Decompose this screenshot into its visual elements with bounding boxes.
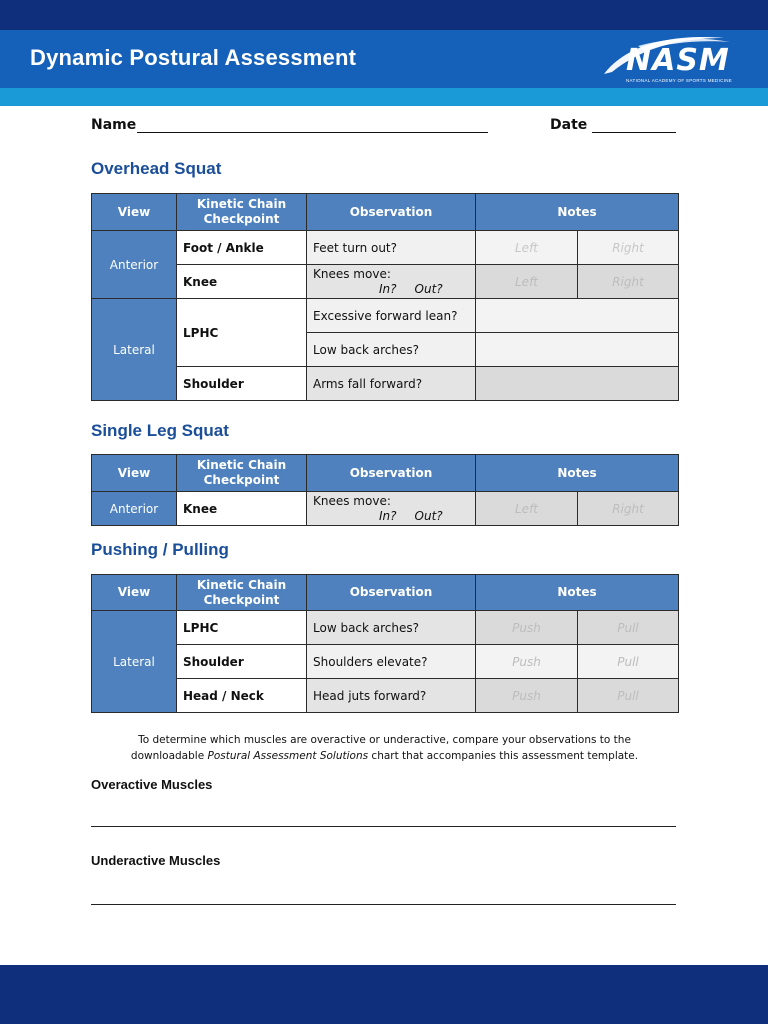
obs-in: In? xyxy=(379,281,397,296)
logo-tagline: NATIONAL ACADEMY OF SPORTS MEDICINE xyxy=(626,78,733,83)
page-title: Dynamic Postural Assessment xyxy=(30,45,357,70)
note-pull[interactable]: Pull xyxy=(578,611,679,645)
col-checkpoint-line1: Kinetic Chain xyxy=(196,197,287,211)
footer-bar xyxy=(0,965,768,1024)
obs-low-back-arches: Low back arches? xyxy=(307,611,476,645)
note-left[interactable]: Left xyxy=(476,265,578,299)
explanation-line2-post: chart that accompanies this assessment template. xyxy=(368,750,639,762)
col-checkpoint-line1: Kinetic Chain xyxy=(196,577,287,592)
explanation-line1: To determine which muscles are overactive or underactive, compare your observations to the xyxy=(138,734,631,746)
col-notes: Notes xyxy=(476,194,679,231)
pushing-pulling-table xyxy=(91,574,679,713)
obs-head-juts-forward: Head juts forward? xyxy=(307,679,476,713)
logo-wordmark: NASM xyxy=(626,43,730,78)
col-checkpoint-line1: Kinetic Chain xyxy=(196,458,287,472)
col-view: View xyxy=(92,455,177,492)
col-observation: Observation xyxy=(307,455,476,492)
view-lateral: Lateral xyxy=(92,299,177,401)
checkpoint-head-neck: Head / Neck xyxy=(177,679,307,713)
explanation-line2-pre: downloadable xyxy=(130,750,208,762)
header-top-bar xyxy=(0,0,768,30)
view-anterior: Anterior xyxy=(92,492,177,526)
explanation-text xyxy=(91,732,678,764)
overactive-muscles-field[interactable] xyxy=(91,826,676,827)
nasm-logo xyxy=(598,32,742,88)
col-checkpoint-line2: Checkpoint xyxy=(203,212,280,226)
single-leg-squat-table xyxy=(91,454,679,526)
note-cell[interactable] xyxy=(476,299,679,333)
checkpoint-foot-ankle: Foot / Ankle xyxy=(177,231,307,265)
overhead-squat-title: Overhead Squat xyxy=(91,159,222,178)
obs-knees-move xyxy=(307,265,476,299)
date-label: Date xyxy=(550,117,588,133)
obs-low-back-arches: Low back arches? xyxy=(307,333,476,367)
checkpoint-knee: Knee xyxy=(177,265,307,299)
col-notes: Notes xyxy=(476,575,679,611)
obs-out: Out? xyxy=(414,281,443,296)
overactive-muscles-label: Overactive Muscles xyxy=(91,777,213,792)
explanation-chart-name: Postural Assessment Solutions xyxy=(207,750,369,762)
view-anterior: Anterior xyxy=(92,231,177,299)
note-right[interactable]: Right xyxy=(578,492,679,526)
checkpoint-knee: Knee xyxy=(177,492,307,526)
obs-shoulders-elevate: Shoulders elevate? xyxy=(307,645,476,679)
col-view: View xyxy=(92,194,177,231)
header-accent-strip xyxy=(0,88,768,106)
checkpoint-shoulder: Shoulder xyxy=(177,645,307,679)
col-checkpoint xyxy=(177,575,307,611)
note-left[interactable]: Left xyxy=(476,231,578,265)
col-notes: Notes xyxy=(476,455,679,492)
name-field[interactable] xyxy=(137,132,488,133)
col-observation: Observation xyxy=(307,194,476,231)
pushing-pulling-title: Pushing / Pulling xyxy=(91,540,229,559)
obs-forward-lean: Excessive forward lean? xyxy=(307,299,476,333)
note-right[interactable]: Right xyxy=(578,231,679,265)
col-observation: Observation xyxy=(307,575,476,611)
note-cell[interactable] xyxy=(476,333,679,367)
note-left[interactable]: Left xyxy=(476,492,578,526)
underactive-muscles-field[interactable] xyxy=(91,904,676,905)
col-view: View xyxy=(92,575,177,611)
underactive-muscles-label: Underactive Muscles xyxy=(91,853,221,868)
note-cell[interactable] xyxy=(476,367,679,401)
obs-knees-move-label: Knees move: xyxy=(313,266,391,281)
obs-in: In? xyxy=(379,508,397,523)
obs-feet-turn-out: Feet turn out? xyxy=(307,231,476,265)
col-checkpoint-line2: Checkpoint xyxy=(203,592,280,607)
single-leg-squat-title: Single Leg Squat xyxy=(91,421,229,440)
obs-knees-move-label: Knees move: xyxy=(313,493,391,508)
note-push[interactable]: Push xyxy=(476,611,578,645)
obs-knees-move xyxy=(307,492,476,526)
note-push[interactable]: Push xyxy=(476,679,578,713)
checkpoint-shoulder: Shoulder xyxy=(177,367,307,401)
obs-arms-fall-forward: Arms fall forward? xyxy=(307,367,476,401)
obs-out: Out? xyxy=(414,508,443,523)
note-pull[interactable]: Pull xyxy=(578,679,679,713)
col-checkpoint-line2: Checkpoint xyxy=(203,473,280,487)
col-checkpoint xyxy=(177,194,307,231)
explanation-line2 xyxy=(91,748,678,764)
view-lateral: Lateral xyxy=(92,611,177,713)
note-pull[interactable]: Pull xyxy=(578,645,679,679)
note-right[interactable]: Right xyxy=(578,265,679,299)
checkpoint-lphc: LPHC xyxy=(177,611,307,645)
checkpoint-lphc: LPHC xyxy=(177,299,307,367)
note-push[interactable]: Push xyxy=(476,645,578,679)
overhead-squat-table xyxy=(91,193,679,401)
col-checkpoint xyxy=(177,455,307,492)
date-field[interactable] xyxy=(592,132,676,133)
name-label: Name xyxy=(91,117,137,133)
